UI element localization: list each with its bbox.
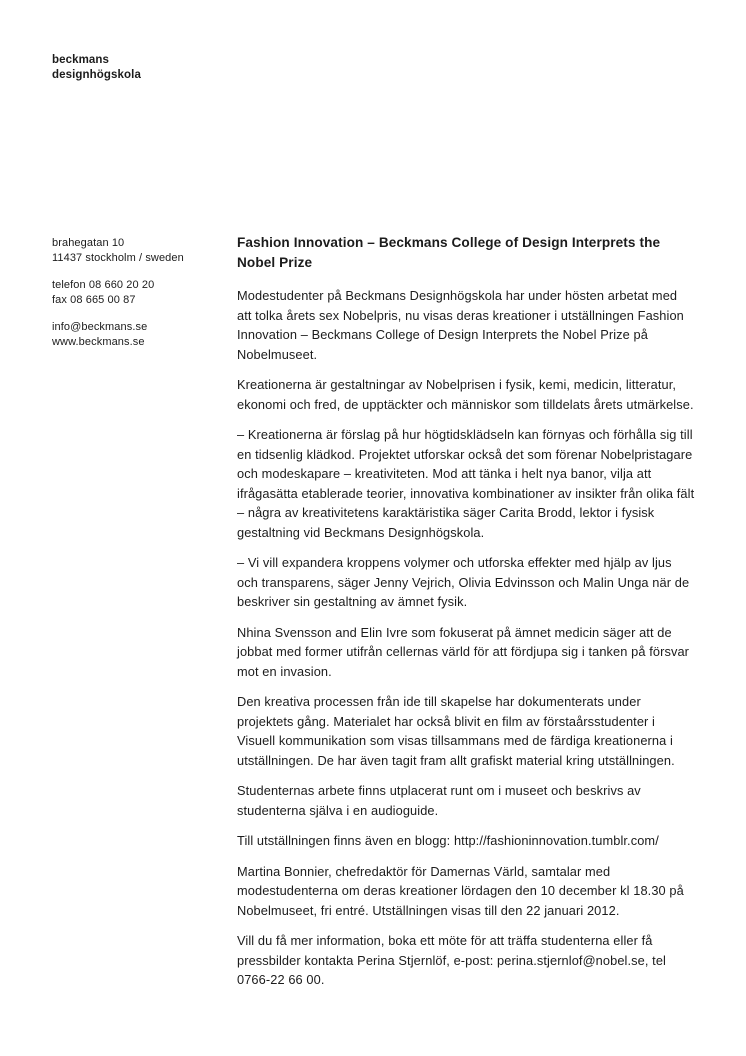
contact-address-line-2: 11437 stockholm / sweden (52, 251, 184, 264)
paragraph-creations: Kreationerna är gestaltningar av Nobelprisen i fysik, kemi, medicin, litteratur, ekonomi och fred, de upptäckter och människor som tilldelats årets utmärkelse. (237, 377, 694, 412)
paragraph-quote-carita-brodd: – Kreationerna är förslag på hur högtidsklädseln kan förnyas och förhålla sig till en tidsenlig klädkod. Projektet utforskar också det som förenar Nobelpristagare och modeskapare – kreativiteten. Mod att tänka i helt nya banor, vilja att ifrågasätta etablerade teorier, innovativa kombinationer av insikter från olika fält – några av kreativitetens karaktäristika säger Carita Brodd, lektor i fysisk gestaltning vid Beckmans Designhögskola. (237, 427, 695, 540)
paragraph-event-info: Martina Bonnier, chefredaktör för Damernas Värld, samtalar med modestudenterna om deras kreationer lördagen den 10 december kl 18.30 på Nobelmuseet, fri entré. Utställningen visas till den 22 januari 2012. (237, 863, 684, 918)
logo-line-1: beckmans (52, 54, 110, 66)
logo (52, 53, 141, 83)
contact-email: info@beckmans.se (52, 321, 148, 333)
article-title: Fashion Innovation – Beckmans College of Design Interprets the Nobel Prize (237, 235, 661, 270)
paragraph-quote-physics-students: – Vi vill expandera kroppens volymer och utforska effekter med hjälp av ljus och transparens, säger Jenny Vejrich, Olivia Edvinsson och Malin Unga när de beskriver sin gestaltning av ämnet fysik. (237, 555, 690, 609)
article-body (237, 233, 695, 990)
contact-address-group (52, 236, 184, 265)
contact-address-line-1: brahegatan 10 (52, 237, 125, 249)
contact-website: www.beckmans.se (52, 335, 145, 348)
paragraph-process-film: Den kreativa processen från ide till skapelse har dokumenterats under projektets gång. Materialet har också blivit en film av förstaårsstudenter i Visuell kommunikation som visas tillsammans med de färdiga kreationerna i utställningen. De har även tagit fram allt grafiskt material kring utställningen. (237, 694, 675, 768)
contact-phone: telefon 08 660 20 20 (52, 279, 155, 291)
paragraph-intro: Modestudenter på Beckmans Designhögskola har under hösten arbetat med att tolka årets sex Nobelpris, nu visas deras kreationer i utställningen Fashion Innovation – Beckmans College of Design Interprets the Nobel Prize på Nobelmuseet. (237, 288, 684, 362)
contact-fax: fax 08 665 00 87 (52, 293, 136, 306)
contact-phone-group (52, 278, 184, 307)
paragraph-audioguide: Studenternas arbete finns utplacerat runt om i museet och beskrivs av studenterna själva i en audioguide. (237, 783, 641, 818)
paragraph-medicine-students: Nhina Svensson and Elin Ivre som fokuserat på ämnet medicin säger att de jobbat med former utifrån cellernas värld för att fördjupa sig i tanken på försvar mot en invasion. (237, 624, 690, 679)
contact-block (52, 236, 184, 362)
paragraph-blog-link: Till utställningen finns även en blogg: http://fashioninnovation.tumblr.com/ (237, 833, 659, 848)
paragraph-press-contact: Vill du få mer information, boka ett möte för att träffa studenterna eller få pressbilder kontakta Perina Stjernlöf, e-post: perina.stjernlof@nobel.se, tel 0766-22 66 00. (237, 933, 666, 987)
logo-line-2: designhögskola (52, 69, 141, 81)
contact-web-group (52, 320, 184, 349)
